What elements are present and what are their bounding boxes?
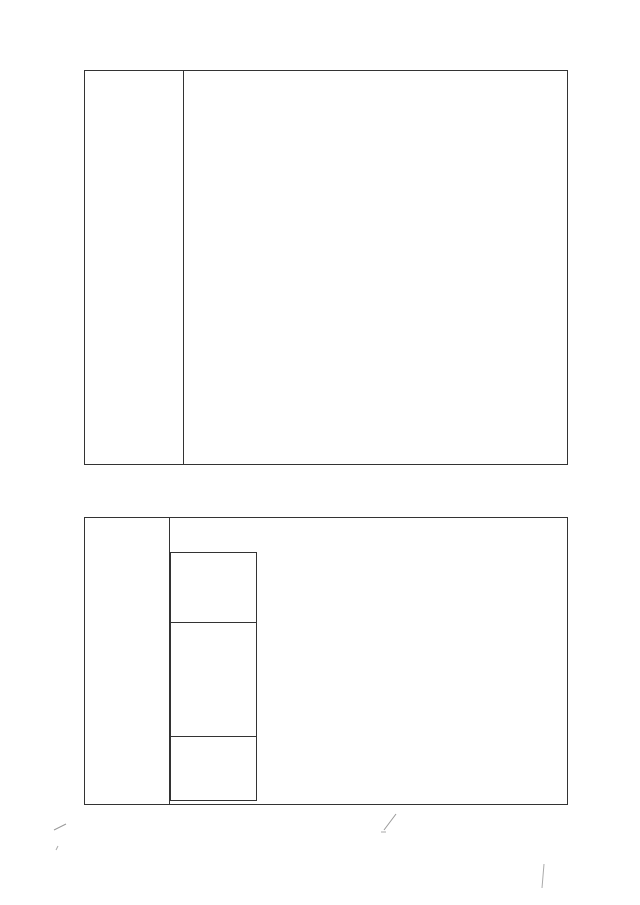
scan-mark-left <box>46 820 86 860</box>
scan-mark-center <box>378 808 408 838</box>
goals-table-left-cell <box>85 71 184 464</box>
by-source-label-cell <box>171 737 257 801</box>
scan-mark-right <box>534 862 554 892</box>
financing-grid <box>170 552 564 801</box>
source-header-cell <box>171 553 257 623</box>
budget-label-cell <box>85 518 170 804</box>
goals-table <box>84 70 568 465</box>
total-label-cell <box>171 623 257 737</box>
budget-table <box>84 517 568 805</box>
